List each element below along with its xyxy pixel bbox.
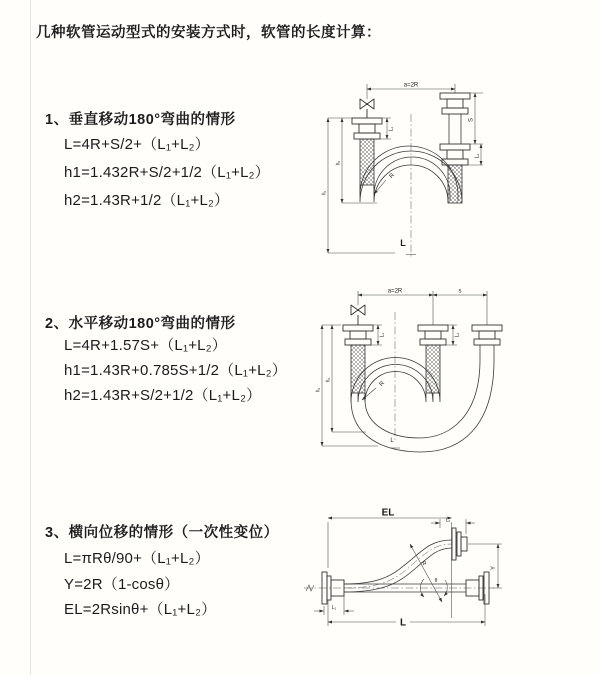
radius-label: R [388, 172, 396, 180]
dimension-el [328, 508, 452, 627]
formula-line: EL=2Rsinθ+（L₁+L₂） [64, 601, 217, 618]
dimension-l2-label: L₂ [445, 517, 451, 524]
dimension-s-label: s [458, 288, 462, 295]
dimension-span-label: a=2R [387, 288, 403, 295]
braided-hose-left [360, 139, 374, 185]
right-tube [449, 114, 461, 144]
section2-formulas [64, 333, 287, 408]
dimension-y-label: Y [491, 565, 497, 571]
dimension-l2 [475, 144, 482, 165]
dimension-y [468, 544, 502, 588]
dimension-h1-label: h₁ [321, 190, 328, 196]
dimension-l2 [431, 518, 475, 535]
length-label: L [400, 238, 406, 248]
formula-line: L=πRθ/90+（L₁+L₂） [64, 550, 210, 567]
dimension-h1 [322, 118, 396, 253]
centerline-break-icon [306, 585, 314, 591]
dimension-span [358, 289, 487, 326]
right-fitting [472, 325, 502, 345]
page-title: 几种软管运动型式的安装方式时，软管的长度计算： [36, 25, 381, 41]
formula-line: h2=1.43R+1/2（L₁+L₂） [64, 192, 230, 209]
formula-line: L=4R+1.57S+（L₁+L₂） [64, 337, 227, 354]
valve-icon [360, 99, 374, 118]
page-margin-rule [30, 0, 31, 675]
section1-heading: 1、垂直移动180°弯曲的情形 [45, 112, 236, 128]
dimension-h2-label: h₂ [325, 377, 332, 383]
diagram-horizontal-180-bend [308, 282, 590, 462]
valve-icon [351, 305, 365, 325]
formula-line: L=4R+S/2+（L₁+L₂） [64, 136, 210, 153]
angle-theta-label: θ [434, 578, 438, 584]
dimension-h1-label: h₁ [315, 387, 322, 393]
section1-formulas [64, 131, 270, 215]
left-fitting [352, 118, 382, 139]
radius-leader [410, 544, 442, 602]
length-label: L [399, 617, 407, 629]
right-tube [480, 345, 494, 360]
dimension-l1 [365, 325, 386, 345]
dimension-l1-label: L₁ [379, 332, 386, 338]
dimension-span-label: a=2R [403, 82, 419, 89]
dimension-l2-label: L₂ [474, 153, 481, 159]
section3-heading: 3、横向位移的情形（一次性变位） [45, 525, 279, 541]
radius-leader [362, 380, 386, 400]
braided-hose-middle [426, 345, 440, 393]
dimension-l2 [440, 325, 461, 345]
length-label: L [390, 438, 394, 444]
left-fitting [343, 325, 373, 345]
dimension-h2-label: h₂ [335, 160, 342, 166]
dimension-el-label: EL [381, 507, 395, 519]
dimension-span [367, 83, 455, 100]
dimension-l1-label: L₁ [331, 605, 337, 611]
radius-label: R [419, 560, 427, 567]
diagram-lateral-displacement [298, 498, 598, 648]
diagram-vertical-180-bend [315, 68, 500, 263]
formula-line: h1=1.43R+0.785S+1/2（L₁+L₂） [64, 362, 287, 379]
dimension-l1-label: L₁ [388, 126, 395, 132]
hose-bend-position-b [351, 360, 494, 452]
radius-label: R [378, 380, 386, 388]
braided-hose-left [351, 345, 365, 393]
dimension-s-label: S [468, 117, 475, 123]
formula-line: h1=1.432R+S/2+1/2（L₁+L₂） [64, 164, 270, 181]
right-fitting-lower [440, 144, 470, 165]
dimension-l1 [374, 118, 395, 139]
section2-heading: 2、水平移动180°弯曲的情形 [45, 316, 236, 332]
dimension-l1 [314, 596, 354, 615]
right-fitting-upper [440, 93, 470, 114]
dimension-h1 [316, 325, 379, 446]
section3-formulas [64, 546, 216, 623]
middle-fitting [418, 325, 448, 345]
top-right-fitting [452, 528, 467, 560]
formula-line: Y=2R（1-cosθ） [64, 575, 180, 593]
formula-line: h2=1.43R+S/2+1/2（L₁+L₂） [64, 387, 262, 404]
dimension-l2-label: L₂ [454, 332, 461, 338]
